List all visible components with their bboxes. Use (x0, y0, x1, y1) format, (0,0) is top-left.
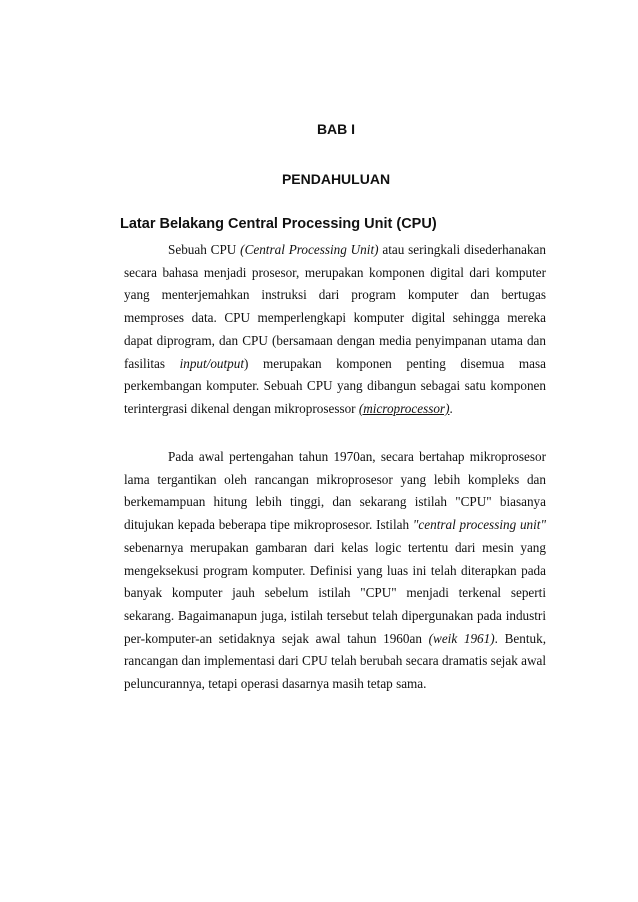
paragraph-2-citation: (weik 1961) (428, 630, 495, 646)
paragraph-1-italic-term: input/output (179, 355, 245, 371)
paragraph-2-text: . Bentuk, rancangan dan implementasi dari CPU telah berubah secara dramatis sejak awal peluncurannya, tetapi operasi dasarnya masih tetap sama. (124, 630, 546, 692)
paragraph-2-italic-term: "central processing unit" (412, 517, 546, 533)
chapter-number: BAB I (316, 121, 356, 137)
paragraph-2-text: Pada awal pertengahan tahun 1970an, secara bertahap mikroprosesor lama tergantikan oleh rancangan mikroprosesor yang lebih kompleks dan berkemampuan hitung lebih tinggi, dan sekarang istilah "CPU" biasanya ditujukan kepada beberapa tipe mikroprosesor. Istilah (124, 449, 546, 533)
paragraph-1 (124, 239, 546, 421)
chapter-title: PENDAHULUAN (281, 171, 391, 187)
paragraph-1-italic-term (358, 400, 453, 416)
paragraph-1-text: Sebuah CPU (168, 242, 241, 257)
paragraph-2 (124, 446, 546, 696)
paragraph-1-italic-term: (Central Processing Unit) (240, 242, 379, 257)
section-heading: Latar Belakang Central Processing Unit (CPU) (120, 216, 437, 232)
paragraph-1-text: ) merupakan komponen penting disemua masa perkembangan komputer. Sebuah CPU yang dibangun sebagai satu komponen terintergrasi dikenal dengan mikroprosessor (124, 355, 546, 416)
paragraph-1-text: . (449, 400, 453, 416)
paragraph-2-text: sebenarnya merupakan gambaran dari kelas logic tertentu dari mesin yang mengeksekusi program komputer. Definisi yang luas ini telah diterapkan pada banyak komputer jauh sebelum istilah "CPU" menjadi terkenal seperti sekarang. Bagaimanapun juga, istilah tersebut telah dipergunakan pada industri per-komputer-an setidaknya sejak awal tahun 1960an (124, 539, 546, 646)
paragraph-1-text: atau seringkali disederhanakan secara bahasa menjadi prosesor, merupakan komponen digital dari komputer yang menterjemahkan instruksi dari program komputer dan bertugas memproses data. CPU memperlengkapi komputer digital sehingga mereka dapat diprogram, dan CPU (bersamaan dengan media penyimpanan utama dan fasilitas (124, 242, 547, 371)
paragraph-1-underlined-term: (microprocessor) (358, 400, 450, 416)
